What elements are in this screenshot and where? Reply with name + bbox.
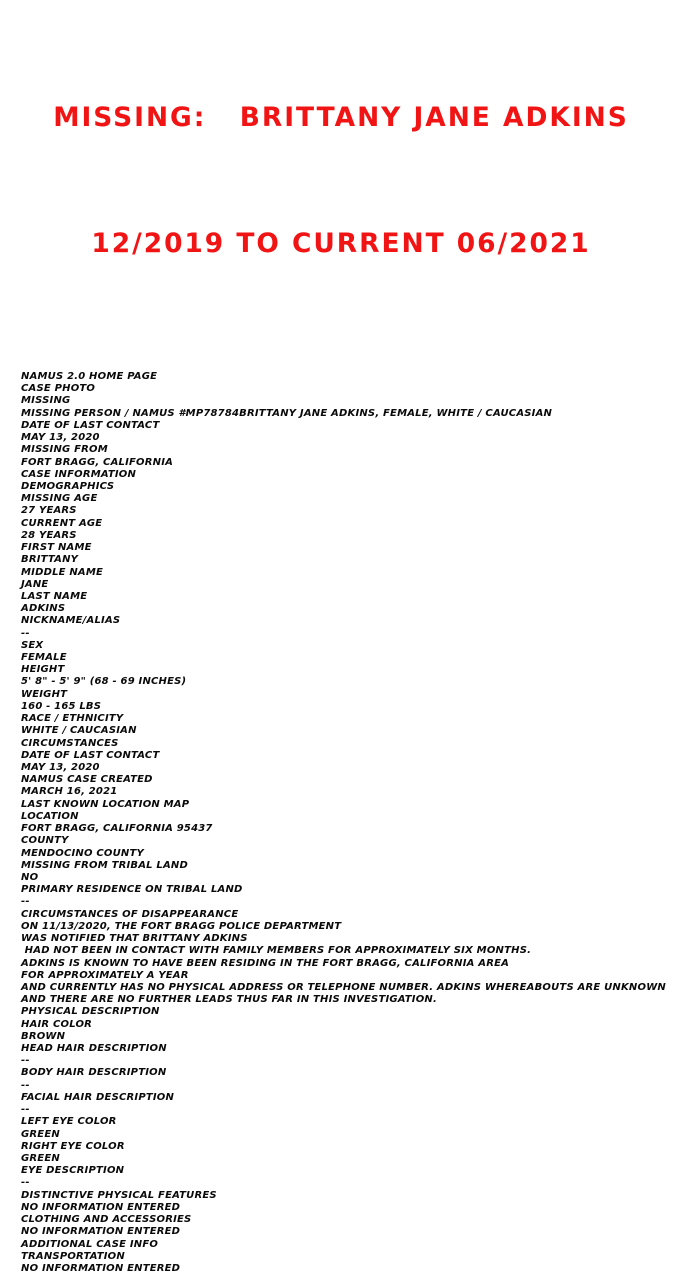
case-text-line: -- bbox=[21, 1177, 30, 1189]
case-text-line: PHYSICAL DESCRIPTION bbox=[21, 1006, 160, 1018]
case-text-line: -- bbox=[21, 1104, 30, 1116]
case-text-line: JANE bbox=[21, 578, 49, 590]
case-text-line: PRIMARY RESIDENCE ON TRIBAL LAND bbox=[21, 884, 243, 896]
case-text-line: LAST KNOWN LOCATION MAP bbox=[21, 798, 190, 810]
case-text-line: BROWN bbox=[21, 1030, 66, 1042]
case-text-line: LEFT EYE COLOR bbox=[21, 1116, 117, 1128]
case-text-line: TRANSPORTATION bbox=[21, 1250, 125, 1262]
case-text-line: MAY 13, 2020 bbox=[21, 762, 100, 773]
case-text-line: BRITTANY bbox=[21, 554, 79, 566]
case-text-line: 160 - 165 LBS bbox=[21, 700, 102, 712]
case-text-line: MISSING PERSON / NAMUS #MP78784BRITTANY JANE ADKINS, FEMALE, WHITE / CAUCASIAN bbox=[21, 407, 553, 419]
case-text-line: ADKINS IS KNOWN TO HAVE BEEN RESIDING IN THE FORT BRAGG, CALIFORNIA AREA bbox=[21, 957, 510, 969]
case-text-line: -- bbox=[21, 1055, 30, 1067]
flyer-title-line2: 12/2019 TO CURRENT 06/2021 bbox=[91, 228, 591, 259]
case-text-line: DATE OF LAST CONTACT bbox=[21, 749, 160, 761]
case-text-line: MAY 13, 2020 bbox=[21, 432, 100, 444]
case-text-line: ADKINS bbox=[21, 603, 66, 615]
case-text-line: DATE OF LAST CONTACT bbox=[21, 419, 160, 431]
case-text-line: FORT BRAGG, CALIFORNIA 95437 bbox=[21, 823, 213, 835]
case-text-line: -- bbox=[21, 1079, 30, 1091]
case-text bbox=[0, 371, 682, 1275]
case-text-line: EYE DESCRIPTION bbox=[21, 1165, 125, 1177]
case-text-line: AND CURRENTLY HAS NO PHYSICAL ADDRESS OR TELEPHONE NUMBER. ADKINS WHEREABOUTS ARE UNKNOWN bbox=[21, 981, 666, 993]
case-text-line: 28 YEARS bbox=[21, 529, 77, 541]
case-text-line: COUNTY bbox=[21, 835, 69, 847]
case-text-line: LOCATION bbox=[21, 810, 79, 822]
case-text-line: ON 11/13/2020, THE FORT BRAGG POLICE DEPARTMENT bbox=[21, 920, 342, 932]
case-text-line: BODY HAIR DESCRIPTION bbox=[21, 1067, 167, 1079]
case-text-line: GREEN bbox=[21, 1153, 60, 1164]
case-text-line: LAST NAME bbox=[21, 590, 88, 602]
case-text-line: WHITE / CAUCASIAN bbox=[21, 725, 137, 737]
case-text-line: FORT BRAGG, CALIFORNIA bbox=[21, 456, 174, 468]
case-text-line: HEAD HAIR DESCRIPTION bbox=[21, 1043, 167, 1055]
case-text-line: RACE / ETHNICITY bbox=[21, 713, 124, 725]
case-text-line: MISSING FROM bbox=[21, 444, 108, 456]
case-text-line: CLOTHING AND ACCESSORIES bbox=[21, 1214, 192, 1226]
case-text-line: CURRENT AGE bbox=[21, 517, 103, 529]
case-text-line: ADDITIONAL CASE INFO bbox=[21, 1238, 159, 1250]
case-text-line: RIGHT EYE COLOR bbox=[21, 1140, 125, 1152]
case-text-line: NO INFORMATION ENTERED bbox=[21, 1262, 181, 1274]
case-text-line: MISSING bbox=[21, 395, 71, 407]
case-text-line: WAS NOTIFIED THAT BRITTANY ADKINS bbox=[21, 933, 248, 945]
case-text-line: CASE INFORMATION bbox=[21, 468, 137, 480]
case-text-line: NO INFORMATION ENTERED bbox=[21, 1201, 181, 1213]
case-text-line: MARCH 16, 2021 bbox=[21, 786, 118, 798]
flyer-title bbox=[7, 0, 675, 349]
case-text-line: NO INFORMATION ENTERED bbox=[21, 1226, 181, 1238]
case-text-line: FIRST NAME bbox=[21, 542, 92, 554]
flyer-title-line1: MISSING: BRITTANY JANE ADKINS bbox=[53, 102, 629, 133]
case-text-line: FEMALE bbox=[21, 652, 67, 664]
case-text-line: -- bbox=[21, 896, 30, 908]
case-text-line: NO bbox=[21, 871, 39, 883]
case-text-line: NICKNAME/ALIAS bbox=[21, 615, 121, 627]
case-text-line: NAMUS 2.0 HOME PAGE bbox=[21, 371, 158, 382]
case-text-line: FACIAL HAIR DESCRIPTION bbox=[21, 1091, 175, 1103]
case-text-line: FOR APPROXIMATELY A YEAR bbox=[21, 969, 189, 981]
case-text-line: HAD NOT BEEN IN CONTACT WITH FAMILY MEMBERS FOR APPROXIMATELY SIX MONTHS. bbox=[21, 945, 532, 957]
case-text-line: NAMUS CASE CREATED bbox=[21, 774, 153, 786]
case-text-line: 5' 8" - 5' 9" (68 - 69 INCHES) bbox=[21, 676, 187, 688]
case-text-line: AND THERE ARE NO FURTHER LEADS THUS FAR IN THIS INVESTIGATION. bbox=[21, 994, 437, 1006]
case-text-line: DEMOGRAPHICS bbox=[21, 480, 115, 492]
case-text-line: HEIGHT bbox=[21, 664, 65, 676]
case-text-line: MISSING FROM TRIBAL LAND bbox=[21, 859, 189, 871]
case-text-line: SEX bbox=[21, 639, 44, 651]
case-text-line: MIDDLE NAME bbox=[21, 566, 104, 578]
case-text-line: WEIGHT bbox=[21, 688, 68, 700]
case-text-line: MISSING AGE bbox=[21, 493, 98, 505]
case-text-line: GREEN bbox=[21, 1128, 60, 1140]
case-text-line: CIRCUMSTANCES OF DISAPPEARANCE bbox=[21, 908, 239, 920]
case-text-line: HAIR COLOR bbox=[21, 1018, 93, 1030]
case-text-line: CIRCUMSTANCES bbox=[21, 737, 119, 749]
case-text-line: CASE PHOTO bbox=[21, 383, 96, 395]
case-text-line: DISTINCTIVE PHYSICAL FEATURES bbox=[21, 1189, 217, 1201]
case-text-line: MENDOCINO COUNTY bbox=[21, 847, 144, 859]
case-text-line: 27 YEARS bbox=[21, 505, 77, 517]
case-text-line: -- bbox=[21, 627, 30, 639]
